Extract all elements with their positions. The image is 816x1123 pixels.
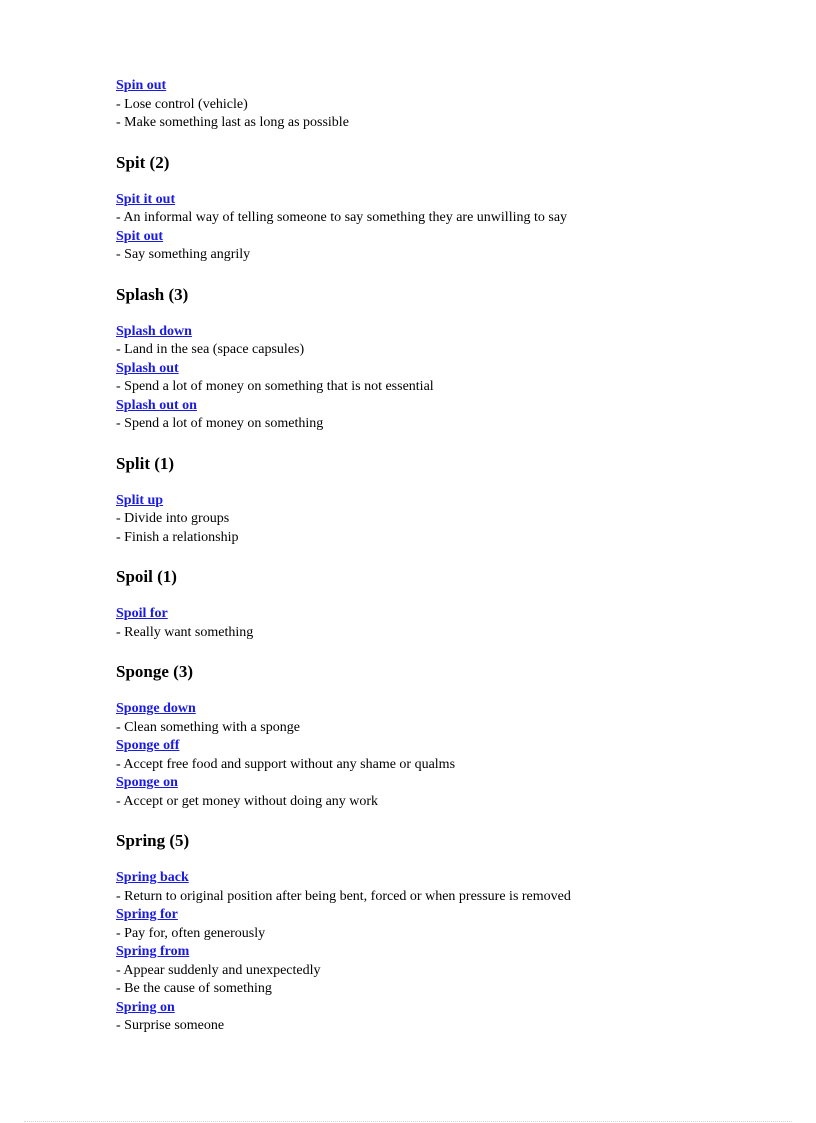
phrasal-verb-link[interactable]: Spring back — [116, 870, 189, 885]
verb-entry — [116, 869, 796, 906]
section-heading: Sponge (3) — [116, 662, 193, 681]
definition-line: - Be the cause of something — [116, 981, 272, 996]
section-heading: Spoil (1) — [116, 567, 177, 586]
phrasal-verb-link[interactable]: Spring for — [116, 907, 178, 922]
phrasal-verb-link[interactable]: Splash out on — [116, 397, 197, 413]
definition-line: - Return to original position after being bent, forced or when pressure is removed — [116, 888, 571, 904]
verb-entry — [116, 492, 796, 548]
section-heading: Spit (2) — [116, 152, 170, 172]
definition-line: - Clean something with a sponge — [116, 719, 300, 735]
verb-entry — [116, 397, 796, 434]
verb-section — [116, 661, 796, 811]
phrasal-verb-link[interactable]: Spit it out — [116, 191, 176, 207]
section-heading: Split (1) — [116, 453, 175, 473]
definition-line: - Lose control (vehicle) — [116, 96, 248, 112]
phrasal-verb-link[interactable]: Spit out — [116, 228, 164, 244]
phrasal-verb-link[interactable]: Spring from — [116, 944, 190, 959]
phrasal-verb-link[interactable]: Split up — [116, 492, 164, 508]
definition-line: - Land in the sea (space capsules) — [116, 342, 305, 357]
definition-line: - Accept or get money without doing any work — [116, 793, 379, 809]
verb-entry — [116, 943, 796, 999]
verb-entry — [116, 77, 796, 133]
verb-entry — [116, 228, 796, 265]
phrasal-verb-link[interactable]: Splash down — [116, 323, 192, 339]
phrasal-verb-list — [116, 77, 796, 1036]
definition-line: - An informal way of telling someone to say something they are unwilling to say — [116, 210, 568, 225]
phrasal-verb-link[interactable]: Splash out — [116, 360, 179, 376]
definition-line: - Say something angrily — [116, 247, 251, 262]
verb-entry — [116, 605, 796, 642]
verb-entry — [116, 323, 796, 360]
phrasal-verb-link[interactable]: Spin out — [116, 78, 167, 93]
section-heading: Splash (3) — [116, 284, 189, 304]
verb-entry — [116, 191, 796, 228]
verb-section — [116, 284, 796, 434]
phrasal-verb-link[interactable]: Spring on — [116, 999, 175, 1015]
verb-entry — [116, 737, 796, 774]
phrasal-verb-link[interactable]: Sponge down — [116, 701, 196, 716]
definition-line: - Make something last as long as possible — [116, 115, 349, 130]
definition-line: - Accept free food and support without any shame or qualms — [116, 756, 456, 772]
verb-section — [116, 453, 796, 548]
definition-line: - Appear suddenly and unexpectedly — [116, 962, 321, 978]
section-heading: Spring (5) — [116, 831, 190, 850]
verb-entry — [116, 906, 796, 943]
verb-section — [116, 830, 796, 1036]
definition-line: - Finish a relationship — [116, 529, 239, 545]
phrasal-verb-link[interactable]: Spoil for — [116, 606, 168, 621]
definition-line: - Divide into groups — [116, 511, 230, 526]
definition-line: - Spend a lot of money on something that is not essential — [116, 379, 434, 394]
verb-entry — [116, 700, 796, 737]
page-bottom-divider — [24, 1121, 792, 1122]
definition-line: - Pay for, often generously — [116, 925, 266, 941]
verb-section — [116, 77, 796, 133]
verb-entry — [116, 774, 796, 811]
verb-entry — [116, 360, 796, 397]
definition-line: - Spend a lot of money on something — [116, 416, 324, 431]
phrasal-verb-link[interactable]: Sponge off — [116, 738, 180, 753]
phrasal-verb-link[interactable]: Sponge on — [116, 775, 178, 790]
definition-line: - Surprise someone — [116, 1018, 225, 1033]
verb-section — [116, 566, 796, 642]
verb-entry — [116, 999, 796, 1036]
definition-line: - Really want something — [116, 624, 254, 640]
verb-section — [116, 152, 796, 265]
